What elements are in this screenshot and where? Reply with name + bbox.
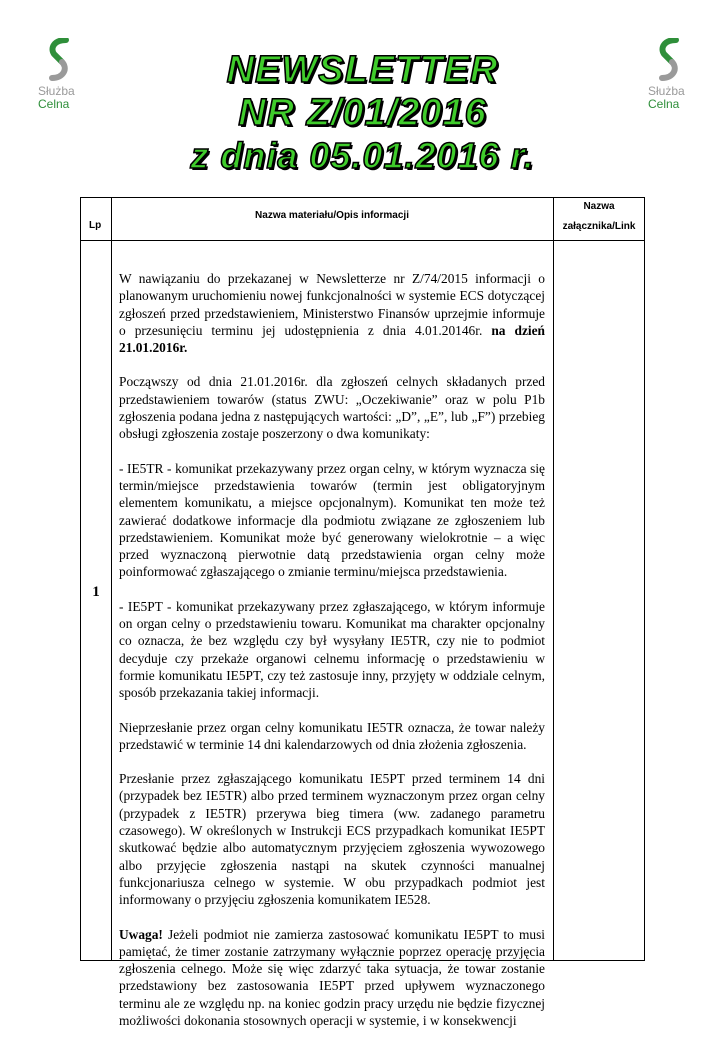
header-attachment-line2: załącznika/Link — [562, 221, 636, 232]
sluzba-celna-logo-icon — [44, 38, 74, 82]
title-date: z dnia 05.01.2016 r. — [190, 135, 535, 176]
logo-right — [648, 38, 708, 122]
row-number: 1 — [92, 584, 100, 600]
row-description — [119, 270, 545, 1046]
bold-date: na dzień 21.01.2016r. — [119, 322, 546, 356]
paragraph-start: Począwszy od dnia 21.01.2016r. dla zgłoszeń celnych składanych przed przedstawieniem towarów (status ZWU: „Oczekiwanie” oraz w polu P1b zgłoszenia podana jedna z następujących wartości: „D”, „E”, lub „F”) przebieg obsługi zgłoszenia zostaje poszerzony o dwa komunikaty: — [119, 374, 545, 442]
column-divider — [553, 198, 554, 960]
header-attachment-line1: Nazwa — [583, 201, 615, 212]
logo-left — [38, 38, 98, 122]
header-lp: Lp — [89, 220, 102, 231]
paragraph-warning-text: Jeżeli podmiot nie zamierza zastosować komunikatu IE5PT to musi pamiętać, że timer zostanie zatrzymany wyłącznie poprzez operację przyjęcia zgłoszenia celnego. Może się więc zdarzyć taka sytuacja, że towar zostanie przedstawiony bez zastosowania IE5PT przed upływem wyznaczonego terminu ale ze względu np. na koniec godzin pracy urzędu nie będzie fizycznej możliwości dokonania stosownych operacji w systemie, i w konsekwencji — [119, 926, 545, 1028]
header-name: Nazwa materiału/Opis informacji — [255, 210, 409, 221]
paragraph-warning — [119, 926, 545, 1030]
paragraph-intro — [119, 270, 545, 356]
paragraph-ie5pt: - IE5PT - komunikat przekazywany przez zgłaszającego, w którym informuje on organ celny o przedstawieniu towaru. Komunikat ma charakter opcjonalny co oznacza, że bez względu czy był wysyłany IE5TR, czy nie to podmiot decyduje czy przekaże organowi celnemu informację o przedstawieniu w formie komunikatu IE5PT, czy też zastosuje inny, przyjęty w oddziale celnym, sposób przekazania takiej informacji. — [119, 598, 545, 701]
header-divider — [81, 240, 644, 241]
sluzba-celna-logo-icon — [654, 38, 684, 82]
logo-text-celna: Celna — [648, 97, 680, 111]
logo-text-sluzba: Służba — [38, 84, 75, 98]
column-divider — [111, 198, 112, 960]
title-number: NR Z/01/2016 — [238, 92, 487, 134]
paragraph-timer: Przesłanie przez zgłaszającego komunikatu IE5PT przed terminem 14 dni (przypadek bez IE5TR) albo przed terminem wyznaczonym przez organ celny (przypadek z IE5TR) przerywa bieg timera (ww. zadanego parametru czasowego). W określonych w Instrukcji ECS przypadkach komunikat IE5PT skutkować będzie albo automatycznym przyjęciem zgłoszenia wywozowego albo przyjęcie zgłoszenia nastąpi na skutek czynności manualnej funkcjonariusza celnego w systemie. W obu przypadkach podmiot jest informowany o przyjęciu zgłoszenia komunikatem IE528. — [119, 771, 545, 908]
paragraph-no-ie5tr: Nieprzesłanie przez organ celny komunikatu IE5TR oznacza, że towar należy przedstawić w terminie 14 dni kalendarzowych od dnia złożenia zgłoszenia. — [119, 719, 545, 752]
logo-text-sluzba: Służba — [648, 84, 685, 98]
title-newsletter: NEWSLETTER — [226, 49, 499, 91]
logo-text-celna: Celna — [38, 97, 70, 111]
paragraph-intro-text: W nawiązaniu do przekazanej w Newsletterze nr Z/74/2015 informacji o planowanym uruchomieniu nowej funkcjonalności w systemie ECS dotyczącej zgłoszeń przed przedstawieniem, Ministerstwo Finansów uprzejmie informuje o przesunięciu terminu jej udostępnienia z dnia 4.01.20146r. — [119, 271, 545, 338]
content-table — [80, 197, 645, 1028]
paragraph-ie5tr: - IE5TR - komunikat przekazywany przez organ celny, w którym wyznacza się termin/miejsce przedstawienia towarów (termin jest obligatoryjnym elementem komunikatu, a miejsce opcjonalnym). Komunikat ten może też zawierać dodatkowe informacje dla podmiotu związane ze zgłoszeniem lub przedstawieniem. Komunikat może być generowany wielokrotnie – a więc przed wyznaczoną pierwotnie datą przedstawienia organ celny może poinformować zgłaszającego o zmianie terminu/miejsca przedstawienia. — [119, 460, 545, 580]
warning-label: Uwaga! — [119, 926, 163, 942]
